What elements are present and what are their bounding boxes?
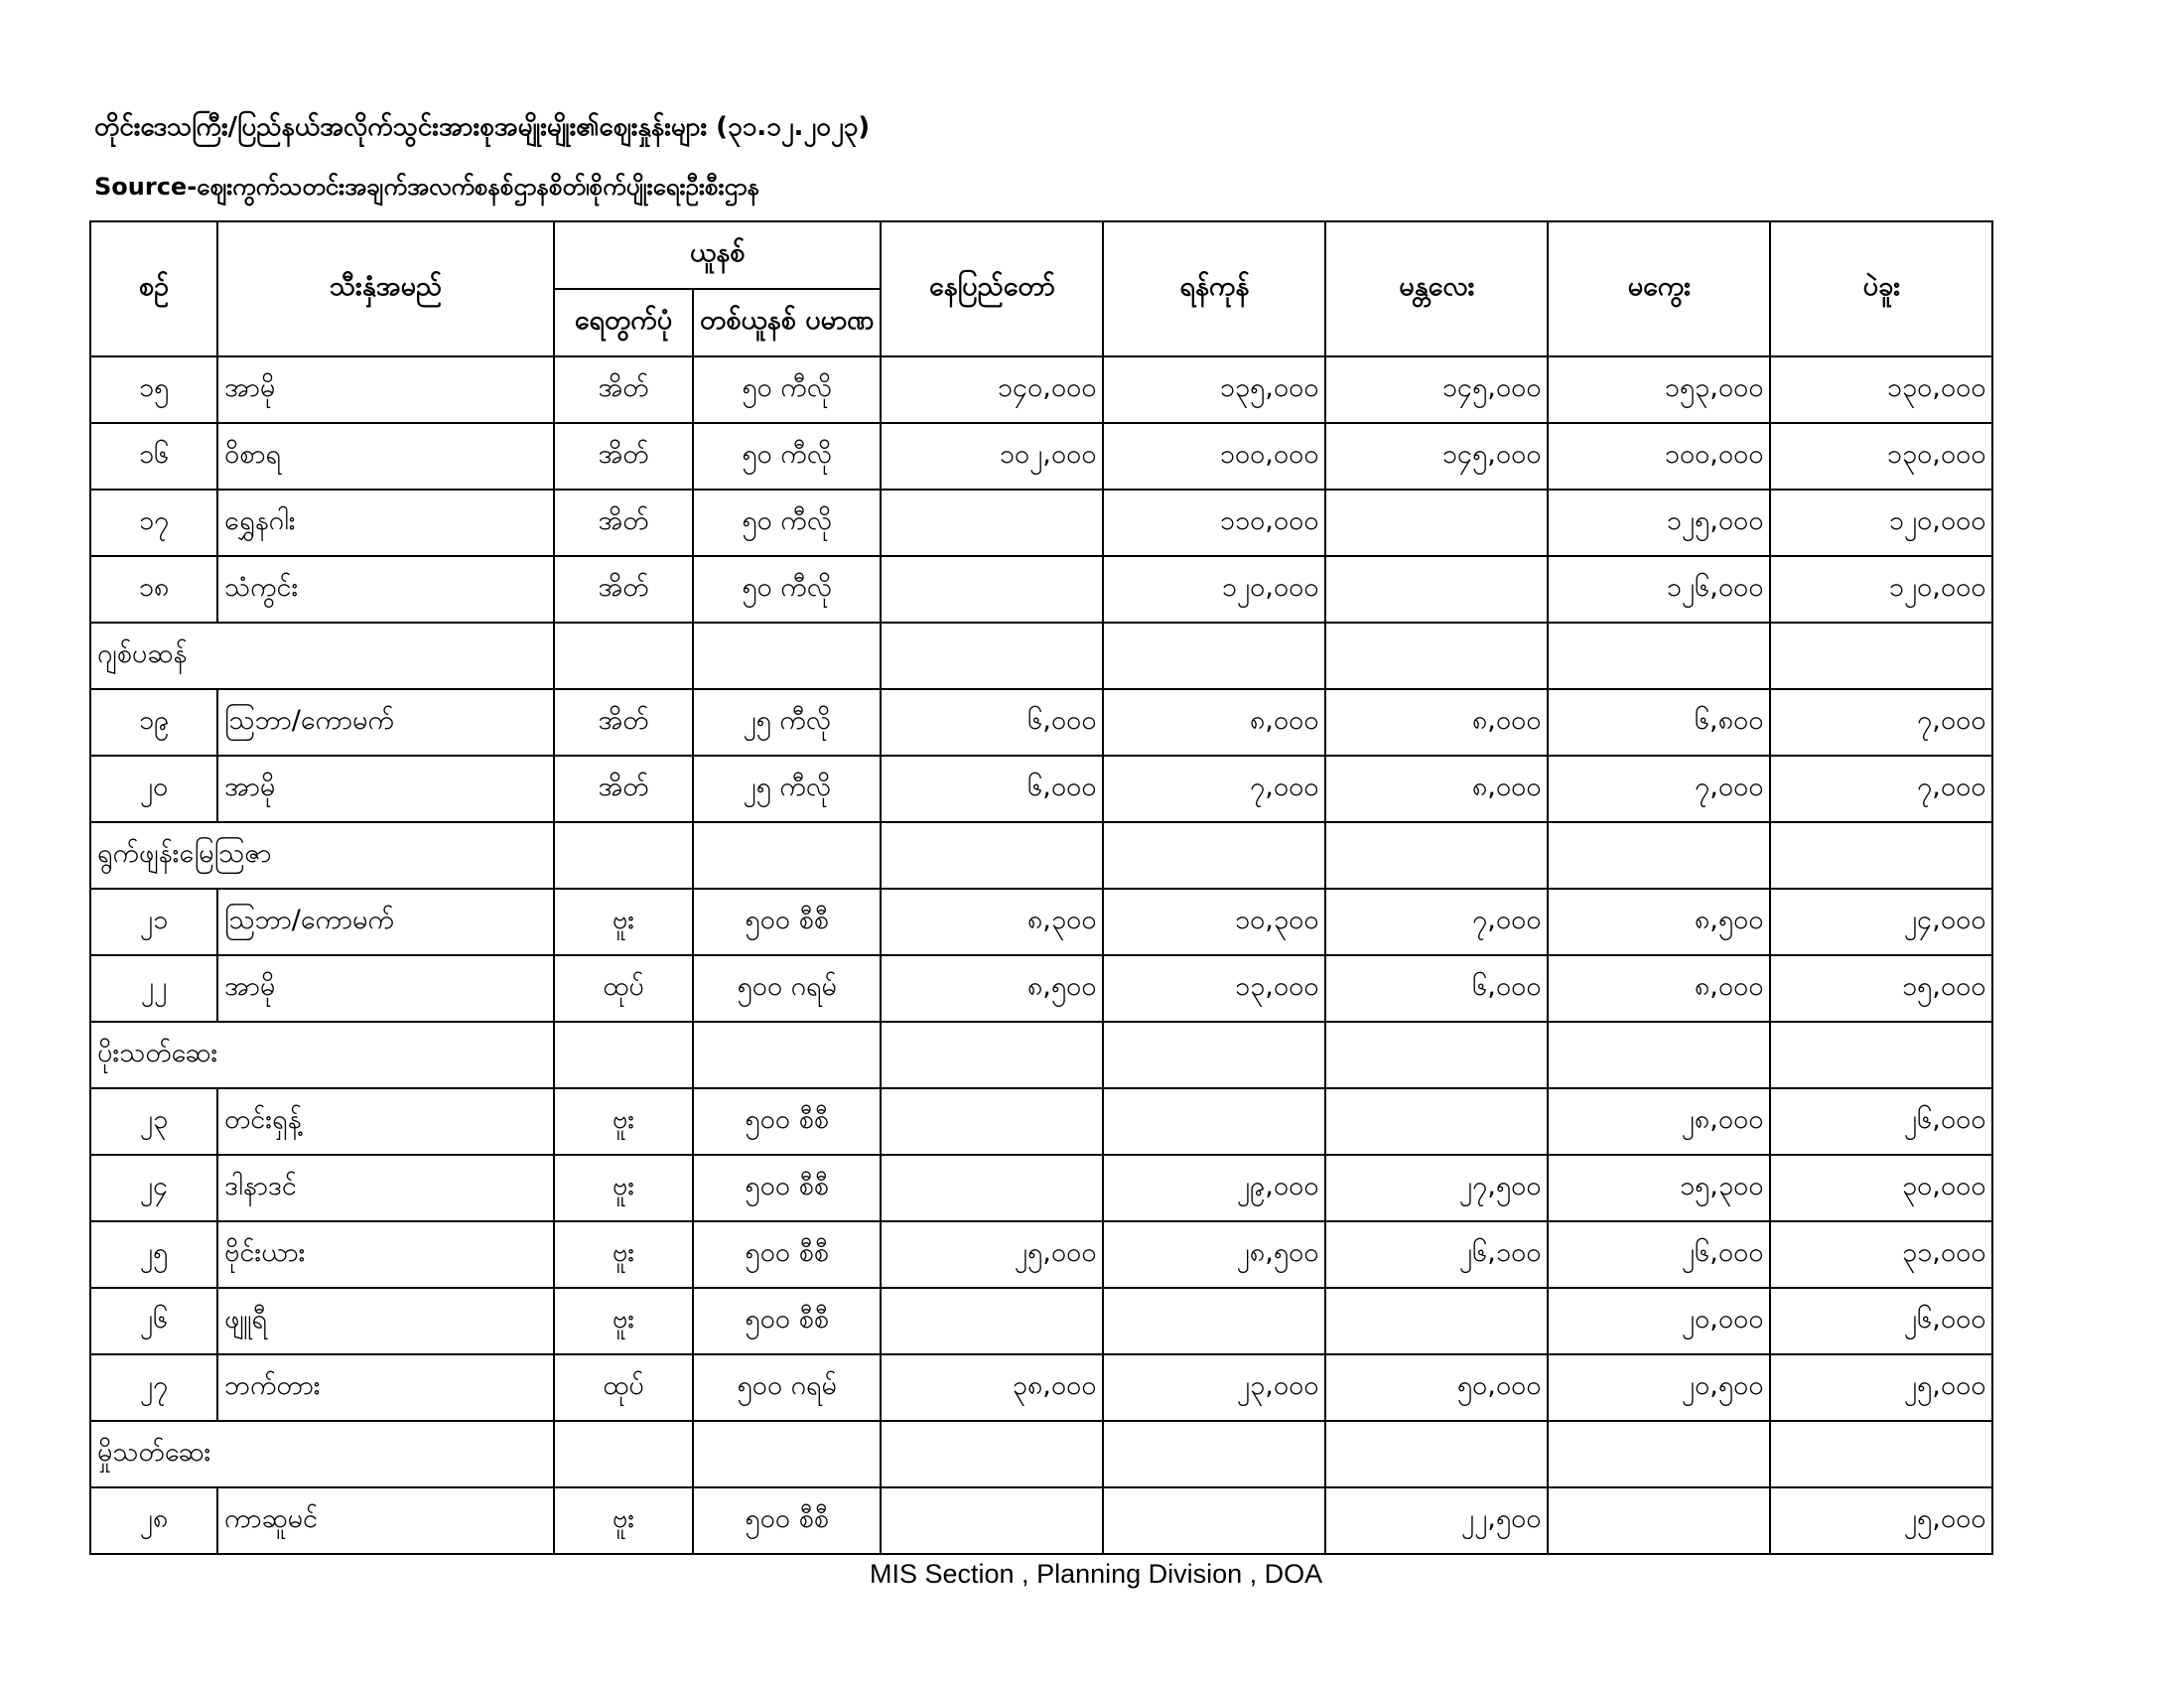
price-cell: ၂၅,၀၀၀ <box>1770 1354 1992 1421</box>
empty-cell <box>1548 1421 1770 1487</box>
item-quantity: ၅၀၀ စီစီ <box>693 1221 881 1288</box>
price-cell: ၁၄၀,၀၀၀ <box>881 356 1103 423</box>
price-cell <box>881 1487 1103 1554</box>
item-number: ၁၈ <box>90 556 217 623</box>
category-row <box>90 623 1992 689</box>
item-unit: အိတ် <box>554 423 693 490</box>
item-quantity: ၂၅ ကီလို <box>693 689 881 756</box>
empty-cell <box>1770 623 1992 689</box>
page-title: တိုင်းဒေသကြီး/ပြည်နယ်အလိုက်သွင်းအားစုအမျိုးမျိုး၏ဈေးနှုန်းများ (၃၁.၁၂.၂၀၂၃) <box>94 112 871 142</box>
empty-cell <box>1548 623 1770 689</box>
table-row <box>90 955 1992 1022</box>
item-name: သြဘာ/ကောမက် <box>217 889 554 955</box>
price-cell: ၂၅,၀၀၀ <box>1770 1487 1992 1554</box>
footer: MIS Section , Planning Division , DOA <box>870 1559 1323 1589</box>
item-quantity: ၅၀၀ စီစီ <box>693 1487 881 1554</box>
item-number: ၂၅ <box>90 1221 217 1288</box>
col-header-no: စဉ် <box>90 221 217 356</box>
price-cell: ၁၂၀,၀၀၀ <box>1103 556 1325 623</box>
item-unit: ဗူး <box>554 1221 693 1288</box>
empty-cell <box>881 822 1103 889</box>
col-header-city: မန္တလေး <box>1325 221 1548 356</box>
price-cell <box>881 556 1103 623</box>
source-line: Source-ဈေးကွက်သတင်းအချက်အလက်စနစ်ဌာနစိတ်၊စိုက်ပျိုးရေးဦးစီးဌာန <box>94 173 760 201</box>
price-cell: ၈,၀၀၀ <box>1325 689 1548 756</box>
category-label: ဂျစ်ပဆန် <box>90 623 554 689</box>
empty-cell <box>693 623 881 689</box>
price-cell <box>1103 1288 1325 1354</box>
table-row <box>90 423 1992 490</box>
item-number: ၁၇ <box>90 490 217 556</box>
col-header-city: ရန်ကုန် <box>1103 221 1325 356</box>
item-number: ၂၃ <box>90 1088 217 1155</box>
price-cell: ၇,၀၀၀ <box>1548 756 1770 822</box>
price-cell: ၁၂၀,၀၀၀ <box>1770 556 1992 623</box>
price-cell: ၇,၀၀၀ <box>1770 756 1992 822</box>
item-unit: အိတ် <box>554 490 693 556</box>
price-cell: ၁၂၀,၀၀၀ <box>1770 490 1992 556</box>
item-name: သံကွင်း <box>217 556 554 623</box>
item-name: ဒါနာဒင် <box>217 1155 554 1221</box>
item-number: ၁၉ <box>90 689 217 756</box>
price-cell <box>881 1088 1103 1155</box>
col-header-city: ပဲခူး <box>1770 221 1992 356</box>
price-cell: ၁၃၀,၀၀၀ <box>1770 423 1992 490</box>
item-quantity: ၅၀ ကီလို <box>693 423 881 490</box>
price-cell: ၂၃,၀၀၀ <box>1103 1354 1325 1421</box>
item-quantity: ၅၀ ကီလို <box>693 490 881 556</box>
item-quantity: ၅၀၀ ဂရမ် <box>693 955 881 1022</box>
empty-cell <box>1548 1022 1770 1088</box>
price-cell: ၆,၀၀၀ <box>881 689 1103 756</box>
item-unit: ဗူး <box>554 1288 693 1354</box>
price-cell <box>881 1288 1103 1354</box>
price-cell: ၆,၀၀၀ <box>1325 955 1548 1022</box>
price-cell: ၂၆,၁၀၀ <box>1325 1221 1548 1288</box>
price-cell: ၁၅,၃၀၀ <box>1548 1155 1770 1221</box>
price-cell: ၂၄,၀၀၀ <box>1770 889 1992 955</box>
price-cell: ၂၂,၅၀၀ <box>1325 1487 1548 1554</box>
price-cell: ၁၄၅,၀၀၀ <box>1325 356 1548 423</box>
item-name: ရွှေနဂါး <box>217 490 554 556</box>
item-unit: အိတ် <box>554 356 693 423</box>
empty-cell <box>1103 623 1325 689</box>
price-cell: ၁၀၀,၀၀၀ <box>1103 423 1325 490</box>
price-cell: ၈,၀၀၀ <box>1325 756 1548 822</box>
table-row <box>90 356 1992 423</box>
empty-cell <box>881 1022 1103 1088</box>
item-number: ၂၄ <box>90 1155 217 1221</box>
price-cell: ၇,၀၀၀ <box>1103 756 1325 822</box>
price-cell: ၁၃၀,၀၀၀ <box>1770 356 1992 423</box>
item-quantity: ၅၀၀ ဂရမ် <box>693 1354 881 1421</box>
table-row <box>90 490 1992 556</box>
item-unit: ဗူး <box>554 889 693 955</box>
item-name: ဖျူရီ <box>217 1288 554 1354</box>
price-cell: ၃၈,၀၀၀ <box>881 1354 1103 1421</box>
item-quantity: ၂၅ ကီလို <box>693 756 881 822</box>
price-cell: ၂၅,၀၀၀ <box>881 1221 1103 1288</box>
item-name: အာမို <box>217 356 554 423</box>
category-label: ရွက်ဖျန်းမြေဩဇာ <box>90 822 554 889</box>
table-row <box>90 1088 1992 1155</box>
item-number: ၂၈ <box>90 1487 217 1554</box>
item-name: ကာဆူမင် <box>217 1487 554 1554</box>
price-cell: ၇,၀၀၀ <box>1325 889 1548 955</box>
item-number: ၁၆ <box>90 423 217 490</box>
item-name: ဝိစာရ <box>217 423 554 490</box>
price-cell <box>1325 1088 1548 1155</box>
item-unit: ထုပ် <box>554 1354 693 1421</box>
empty-cell <box>881 623 1103 689</box>
col-header-city: မကွေး <box>1548 221 1770 356</box>
item-unit: ဗူး <box>554 1155 693 1221</box>
table-body <box>90 356 1992 1554</box>
price-cell: ၆,၀၀၀ <box>881 756 1103 822</box>
item-number: ၂၇ <box>90 1354 217 1421</box>
item-name: အာမို <box>217 756 554 822</box>
price-cell: ၅၀,၀၀၀ <box>1325 1354 1548 1421</box>
item-quantity: ၅၀၀ စီစီ <box>693 1155 881 1221</box>
item-number: ၁၅ <box>90 356 217 423</box>
category-row <box>90 822 1992 889</box>
price-cell: ၂၀,၀၀၀ <box>1548 1288 1770 1354</box>
col-header-name: သီးနှံအမည် <box>217 221 554 356</box>
col-header-city: နေပြည်တော် <box>881 221 1103 356</box>
item-name: ဗိုင်းယား <box>217 1221 554 1288</box>
empty-cell <box>1325 1421 1548 1487</box>
empty-cell <box>693 1022 881 1088</box>
empty-cell <box>554 1421 693 1487</box>
price-cell: ၁၂၅,၀၀၀ <box>1548 490 1770 556</box>
empty-cell <box>554 623 693 689</box>
price-cell: ၁၀၀,၀၀၀ <box>1548 423 1770 490</box>
price-cell <box>1548 1487 1770 1554</box>
table-row <box>90 556 1992 623</box>
item-name: အာမို <box>217 955 554 1022</box>
price-cell <box>1103 1487 1325 1554</box>
empty-cell <box>1103 1421 1325 1487</box>
price-cell <box>1103 1088 1325 1155</box>
price-cell: ၁၅,၀၀၀ <box>1770 955 1992 1022</box>
price-cell: ၆,၈၀၀ <box>1548 689 1770 756</box>
price-cell <box>881 490 1103 556</box>
price-cell <box>1325 1288 1548 1354</box>
item-quantity: ၅၀ ကီလို <box>693 556 881 623</box>
empty-cell <box>554 822 693 889</box>
price-cell: ၁၁၀,၀၀၀ <box>1103 490 1325 556</box>
price-cell: ၂၉,၀၀၀ <box>1103 1155 1325 1221</box>
empty-cell <box>1548 822 1770 889</box>
price-cell: ၂၀,၅၀၀ <box>1548 1354 1770 1421</box>
empty-cell <box>1325 822 1548 889</box>
item-unit: ဗူး <box>554 1487 693 1554</box>
item-number: ၂၂ <box>90 955 217 1022</box>
item-unit: အိတ် <box>554 689 693 756</box>
table-row <box>90 1354 1992 1421</box>
table-row <box>90 889 1992 955</box>
item-quantity: ၅၀ ကီလို <box>693 356 881 423</box>
price-cell: ၂၆,၀၀၀ <box>1548 1221 1770 1288</box>
empty-cell <box>881 1421 1103 1487</box>
item-unit: ထုပ် <box>554 955 693 1022</box>
category-label: ပိုးသတ်ဆေး <box>90 1022 554 1088</box>
item-number: ၂၁ <box>90 889 217 955</box>
price-cell: ၁၃၅,၀၀၀ <box>1103 356 1325 423</box>
empty-cell <box>693 1421 881 1487</box>
empty-cell <box>554 1022 693 1088</box>
empty-cell <box>1770 1421 1992 1487</box>
item-name: သြဘာ/ကောမက် <box>217 689 554 756</box>
price-cell: ၁၄၅,၀၀၀ <box>1325 423 1548 490</box>
price-cell: ၂၇,၅၀၀ <box>1325 1155 1548 1221</box>
price-cell: ၈,၀၀၀ <box>1103 689 1325 756</box>
item-quantity: ၅၀၀ စီစီ <box>693 1288 881 1354</box>
price-cell: ၈,၀၀၀ <box>1548 955 1770 1022</box>
price-cell <box>1325 556 1548 623</box>
item-unit: ဗူး <box>554 1088 693 1155</box>
item-name: တင်းရှန့် <box>217 1088 554 1155</box>
price-cell: ၃၀,၀၀၀ <box>1770 1155 1992 1221</box>
col-header-qty: တစ်ယူနစ် ပမာဏ <box>693 289 881 356</box>
item-number: ၂၀ <box>90 756 217 822</box>
empty-cell <box>1770 1022 1992 1088</box>
price-cell: ၂၆,၀၀၀ <box>1770 1088 1992 1155</box>
item-name: ဘက်တား <box>217 1354 554 1421</box>
item-unit: အိတ် <box>554 556 693 623</box>
price-cell: ၂၆,၀၀၀ <box>1770 1288 1992 1354</box>
price-cell: ၈,၃၀၀ <box>881 889 1103 955</box>
empty-cell <box>1103 1022 1325 1088</box>
item-quantity: ၅၀၀ စီစီ <box>693 889 881 955</box>
table-row <box>90 689 1992 756</box>
category-label: မှိုသတ်ဆေး <box>90 1421 554 1487</box>
item-quantity: ၅၀၀ စီစီ <box>693 1088 881 1155</box>
price-cell: ၁၀,၃၀၀ <box>1103 889 1325 955</box>
empty-cell <box>1770 822 1992 889</box>
price-cell: ၁၀၂,၀၀၀ <box>881 423 1103 490</box>
table-row <box>90 756 1992 822</box>
empty-cell <box>693 822 881 889</box>
price-cell: ၈,၅၀၀ <box>1548 889 1770 955</box>
header-row <box>90 221 1992 289</box>
col-header-unit: ရေတွက်ပုံ <box>554 289 693 356</box>
price-cell: ၁၃,၀၀၀ <box>1103 955 1325 1022</box>
price-cell <box>1325 490 1548 556</box>
price-cell: ၁၂၆,၀၀၀ <box>1548 556 1770 623</box>
item-number: ၂၆ <box>90 1288 217 1354</box>
empty-cell <box>1325 623 1548 689</box>
category-row <box>90 1022 1992 1088</box>
item-unit: အိတ် <box>554 756 693 822</box>
price-cell <box>881 1155 1103 1221</box>
col-header-unit-group: ယူနစ် <box>554 221 881 289</box>
empty-cell <box>1325 1022 1548 1088</box>
table-row <box>90 1288 1992 1354</box>
price-cell: ၂၈,၅၀၀ <box>1103 1221 1325 1288</box>
empty-cell <box>1103 822 1325 889</box>
price-cell: ၇,၀၀၀ <box>1770 689 1992 756</box>
category-row <box>90 1421 1992 1487</box>
table-row <box>90 1221 1992 1288</box>
price-cell: ၃၁,၀၀၀ <box>1770 1221 1992 1288</box>
price-cell: ၂၈,၀၀၀ <box>1548 1088 1770 1155</box>
price-cell: ၈,၅၀၀ <box>881 955 1103 1022</box>
price-table <box>89 220 1993 1555</box>
table-row <box>90 1155 1992 1221</box>
table-row <box>90 1487 1992 1554</box>
price-cell: ၁၅၃,၀၀၀ <box>1548 356 1770 423</box>
